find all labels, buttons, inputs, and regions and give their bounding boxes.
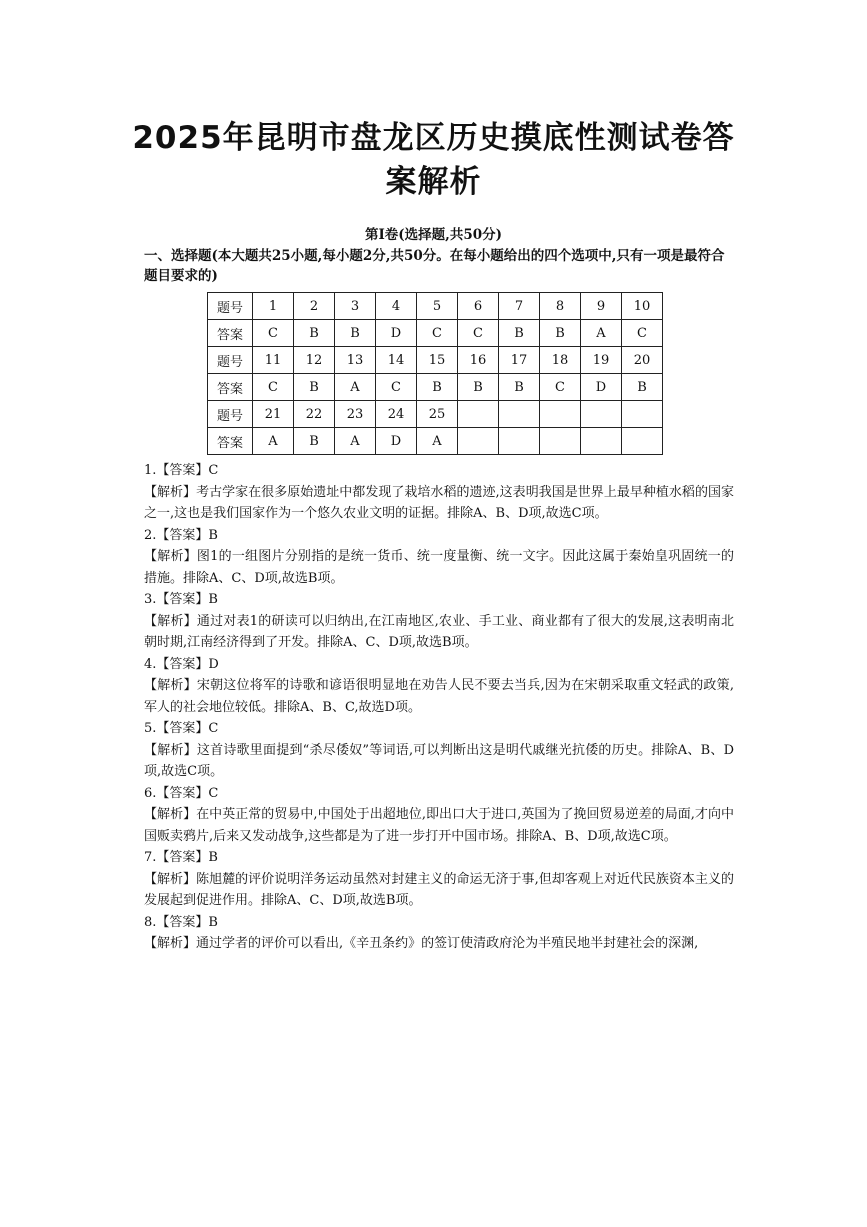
answer-cell bbox=[458, 428, 499, 455]
question-explanation: 【解析】通过学者的评价可以看出,《辛丑条约》的签订使清政府沦为半殖民地半封建社会的深渊, bbox=[144, 936, 699, 951]
row-label-number: 题号 bbox=[208, 401, 253, 428]
answer-cell bbox=[499, 428, 540, 455]
answer-cell: C bbox=[622, 320, 663, 347]
question-explanation: 【解析】陈旭麓的评价说明洋务运动虽然对封建主义的命运无济于事,但却客观上对近代民族资本主义的发展起到促进作用。排除A、C、D项,故选B项。 bbox=[144, 871, 734, 908]
question-number-cell bbox=[581, 401, 622, 428]
question-number-cell: 4 bbox=[376, 293, 417, 320]
table-row-answers bbox=[208, 428, 663, 455]
question-number-cell: 18 bbox=[540, 347, 581, 374]
question-explanation: 【解析】考古学家在很多原始遗址中都发现了栽培水稻的遗迹,这表明我国是世界上最早种植水稻的国家之一,这也是我们国家作为一个悠久农业文明的证据。排除A、B、D项,故选C项。 bbox=[144, 484, 734, 521]
question-answer-heading: 6.【答案】C bbox=[144, 785, 219, 801]
answer-cell: D bbox=[376, 320, 417, 347]
answer-cell: C bbox=[253, 374, 294, 401]
answer-cell: C bbox=[376, 374, 417, 401]
question-explanation: 【解析】通过对表1的研读可以归纳出,在江南地区,农业、手工业、商业都有了很大的发展,这表明南北朝时期,江南经济得到了开发。排除A、C、D项,故选B项。 bbox=[144, 613, 734, 650]
answer-cell: B bbox=[458, 374, 499, 401]
question-explanation: 【解析】图1的一组图片分别指的是统一货币、统一度量衡、统一文字。因此这属于秦始皇巩固统一的措施。排除A、C、D项,故选B项。 bbox=[144, 549, 734, 586]
question-number-cell: 8 bbox=[540, 293, 581, 320]
question-number-cell bbox=[458, 401, 499, 428]
question-number-cell: 23 bbox=[335, 401, 376, 428]
question-answer-heading: 2.【答案】B bbox=[144, 527, 218, 543]
answer-cell bbox=[581, 428, 622, 455]
question-number-cell: 6 bbox=[458, 293, 499, 320]
question-number-cell: 7 bbox=[499, 293, 540, 320]
instruction-text: 一、选择题(本大题共25小题,每小题2分,共50分。在每小题给出的四个选项中,只有一项是最符合题目要求的) bbox=[144, 248, 725, 284]
document-title-line-1: 2025年昆明市盘龙区历史摸底性测试卷答 bbox=[132, 120, 735, 156]
row-label-answer: 答案 bbox=[208, 428, 253, 455]
question-number-cell: 1 bbox=[253, 293, 294, 320]
answer-cell: C bbox=[540, 374, 581, 401]
question-number-cell: 22 bbox=[294, 401, 335, 428]
section-heading: 第Ⅰ卷(选择题,共50分) bbox=[364, 227, 503, 243]
question-answer-heading: 4.【答案】D bbox=[144, 656, 219, 672]
question-number-cell: 11 bbox=[253, 347, 294, 374]
question-answer-heading: 1.【答案】C bbox=[144, 463, 219, 478]
row-label-number: 题号 bbox=[208, 293, 253, 320]
answer-cell: C bbox=[458, 320, 499, 347]
question-answer-heading: 8.【答案】B bbox=[144, 914, 218, 930]
answer-cell: B bbox=[294, 320, 335, 347]
answer-cell bbox=[622, 428, 663, 455]
row-label-number: 题号 bbox=[208, 347, 253, 374]
table-row-numbers bbox=[208, 293, 663, 320]
answer-cell: D bbox=[376, 428, 417, 455]
question-number-cell: 24 bbox=[376, 401, 417, 428]
answer-cell: C bbox=[417, 320, 458, 347]
question-number-cell: 2 bbox=[294, 293, 335, 320]
row-label-answer: 答案 bbox=[208, 374, 253, 401]
table-row-answers bbox=[208, 320, 663, 347]
question-number-cell: 16 bbox=[458, 347, 499, 374]
question-number-cell: 20 bbox=[622, 347, 663, 374]
question-number-cell: 25 bbox=[417, 401, 458, 428]
answer-cell: A bbox=[581, 320, 622, 347]
question-answer-heading: 3.【答案】B bbox=[144, 592, 218, 607]
answer-cell: A bbox=[253, 428, 294, 455]
table-row-numbers bbox=[208, 347, 663, 374]
question-number-cell: 17 bbox=[499, 347, 540, 374]
question-number-cell: 13 bbox=[335, 347, 376, 374]
answer-cell: A bbox=[417, 428, 458, 455]
question-number-cell bbox=[622, 401, 663, 428]
answer-cell: B bbox=[335, 320, 376, 347]
question-number-cell: 5 bbox=[417, 293, 458, 320]
table-row-numbers bbox=[208, 401, 663, 428]
row-label-answer: 答案 bbox=[208, 320, 253, 347]
answer-cell: B bbox=[294, 428, 335, 455]
answer-cell: B bbox=[499, 374, 540, 401]
table-row-answers bbox=[208, 374, 663, 401]
question-number-cell: 14 bbox=[376, 347, 417, 374]
question-explanation: 【解析】宋朝这位将军的诗歌和谚语很明显地在劝告人民不要去当兵,因为在宋朝采取重文轻武的政策,军人的社会地位较低。排除A、B、C,故选D项。 bbox=[144, 678, 734, 715]
question-number-cell: 3 bbox=[335, 293, 376, 320]
answer-cell: B bbox=[417, 374, 458, 401]
answer-explanations bbox=[144, 460, 734, 955]
question-answer-heading: 5.【答案】C bbox=[144, 721, 219, 736]
question-explanation: 【解析】在中英正常的贸易中,中国处于出超地位,即出口大于进口,英国为了挽回贸易逆差的局面,才向中国贩卖鸦片,后来又发动战争,这些都是为了进一步打开中国市场。排除A、B、D项,故选C项。 bbox=[144, 807, 734, 844]
question-explanation: 【解析】这首诗歌里面提到“杀尽倭奴”等词语,可以判断出这是明代戚继光抗倭的历史。排除A、B、D项,故选C项。 bbox=[144, 742, 734, 779]
question-answer-heading: 7.【答案】B bbox=[144, 850, 218, 865]
answer-cell: B bbox=[622, 374, 663, 401]
question-number-cell bbox=[540, 401, 581, 428]
answer-cell: D bbox=[581, 374, 622, 401]
answer-cell bbox=[540, 428, 581, 455]
question-number-cell bbox=[499, 401, 540, 428]
answer-cell: C bbox=[253, 320, 294, 347]
answer-cell: B bbox=[499, 320, 540, 347]
document-title-line-2: 案解析 bbox=[385, 164, 482, 200]
answer-cell: B bbox=[294, 374, 335, 401]
question-number-cell: 15 bbox=[417, 347, 458, 374]
question-number-cell: 12 bbox=[294, 347, 335, 374]
question-number-cell: 9 bbox=[581, 293, 622, 320]
answer-cell: B bbox=[540, 320, 581, 347]
question-number-cell: 21 bbox=[253, 401, 294, 428]
answer-table bbox=[207, 292, 663, 455]
question-number-cell: 19 bbox=[581, 347, 622, 374]
answer-cell: A bbox=[335, 374, 376, 401]
question-number-cell: 10 bbox=[622, 293, 663, 320]
answer-cell: A bbox=[335, 428, 376, 455]
